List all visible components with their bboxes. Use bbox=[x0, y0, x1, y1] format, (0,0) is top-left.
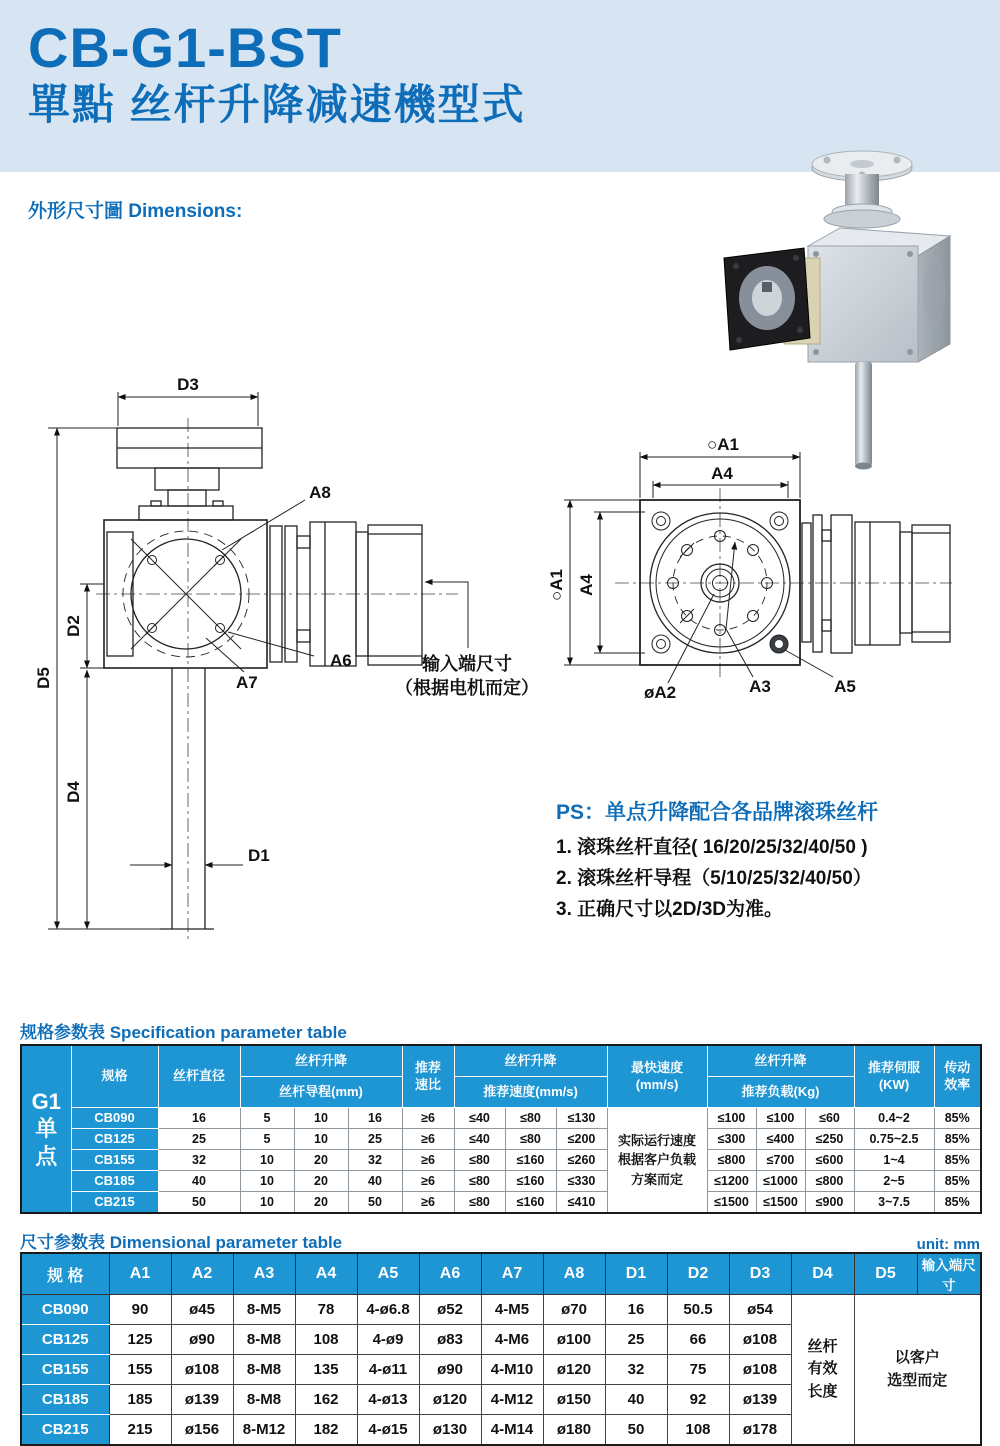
dim-label-d1: D1 bbox=[248, 846, 270, 865]
spec-cell: ≤250 bbox=[805, 1129, 854, 1150]
spec-cell: ≤200 bbox=[556, 1129, 607, 1150]
dim-label-a4-top: A4 bbox=[711, 464, 733, 483]
dim-cell: 32 bbox=[605, 1355, 667, 1385]
dim-cell: 125 bbox=[109, 1325, 171, 1355]
dim-header: D3 bbox=[729, 1253, 791, 1295]
spec-header-lift-lead: 丝杆升降 bbox=[240, 1045, 402, 1077]
spec-header-diameter: 丝杆直径 bbox=[158, 1045, 240, 1108]
spec-model-cell: CB155 bbox=[71, 1150, 158, 1171]
dim-model-cell: CB215 bbox=[21, 1415, 109, 1446]
spec-cell: 10 bbox=[240, 1171, 294, 1192]
spec-cell: ≤130 bbox=[556, 1108, 607, 1129]
spec-cell: ≤80 bbox=[454, 1171, 505, 1192]
dim-cell: ø52 bbox=[419, 1295, 481, 1325]
dim-cell: 4-M14 bbox=[481, 1415, 543, 1446]
spec-header-lift-speed: 丝杆升降 bbox=[454, 1045, 607, 1077]
dim-model-cell: CB155 bbox=[21, 1355, 109, 1385]
dim-cell: 8-M8 bbox=[233, 1325, 295, 1355]
spec-cell: ≤410 bbox=[556, 1192, 607, 1214]
dim-header: A1 bbox=[109, 1253, 171, 1295]
dim-cell: 8-M8 bbox=[233, 1385, 295, 1415]
spec-cell: ≤80 bbox=[505, 1108, 556, 1129]
dim-cell: 40 bbox=[605, 1385, 667, 1415]
dim-cell: 4-M12 bbox=[481, 1385, 543, 1415]
dim-model-cell: CB090 bbox=[21, 1295, 109, 1325]
spec-cell: ≥6 bbox=[402, 1108, 454, 1129]
spec-cell: ≤800 bbox=[707, 1150, 756, 1171]
dim-cell: 50.5 bbox=[667, 1295, 729, 1325]
spec-cell: ≤1500 bbox=[707, 1192, 756, 1214]
dim-cell: ø90 bbox=[171, 1325, 233, 1355]
spec-model-cell: CB185 bbox=[71, 1171, 158, 1192]
dim-cell: ø108 bbox=[171, 1355, 233, 1385]
dim-cell: 50 bbox=[605, 1415, 667, 1446]
dim-cell: ø180 bbox=[543, 1415, 605, 1446]
dim-cell: 162 bbox=[295, 1385, 357, 1415]
dim-cell: 185 bbox=[109, 1385, 171, 1415]
spec-cell: 5 bbox=[240, 1108, 294, 1129]
table-row bbox=[21, 1192, 981, 1214]
spec-header-load: 推荐负载(Kg) bbox=[707, 1077, 854, 1108]
spec-header-servo: 推荐伺服 (KW) bbox=[854, 1045, 934, 1108]
spec-cell: ≤600 bbox=[805, 1150, 854, 1171]
table-row bbox=[21, 1150, 981, 1171]
table-row bbox=[21, 1295, 981, 1325]
dim-cell: 155 bbox=[109, 1355, 171, 1385]
spec-cell: ≤400 bbox=[756, 1129, 805, 1150]
spec-cell: ≤800 bbox=[805, 1171, 854, 1192]
spec-cell: 16 bbox=[348, 1108, 402, 1129]
spec-header-ratio: 推荐 速比 bbox=[402, 1045, 454, 1108]
unit-label: unit: mm bbox=[916, 1236, 980, 1253]
spec-cell: 85% bbox=[934, 1171, 981, 1192]
dim-cell: ø108 bbox=[729, 1355, 791, 1385]
dim-label-d2: D2 bbox=[64, 615, 83, 637]
spec-cell: 16 bbox=[158, 1108, 240, 1129]
spec-cell: ≥6 bbox=[402, 1192, 454, 1214]
dim-cell: ø120 bbox=[543, 1355, 605, 1385]
dim-cell: 4-ø13 bbox=[357, 1385, 419, 1415]
dim-label-a1-top: ○A1 bbox=[707, 435, 739, 454]
top-view-drawing bbox=[564, 452, 952, 683]
dim-cell: ø120 bbox=[419, 1385, 481, 1415]
dim-cell: 4-ø15 bbox=[357, 1415, 419, 1446]
spec-cell: 1~4 bbox=[854, 1150, 934, 1171]
ps-note-item-2: 2. 滚珠丝杆导程（5/10/25/32/40/50） bbox=[556, 868, 872, 889]
spec-cell: 10 bbox=[240, 1150, 294, 1171]
ps-note-item-1: 1. 滚珠丝杆直径( 16/20/25/32/40/50 ) bbox=[556, 837, 868, 858]
dim-cell: 182 bbox=[295, 1415, 357, 1446]
spec-cell: ≤300 bbox=[707, 1129, 756, 1150]
spec-cell: 25 bbox=[158, 1129, 240, 1150]
spec-cell: 25 bbox=[348, 1129, 402, 1150]
spec-cell: ≤40 bbox=[454, 1129, 505, 1150]
spec-model-cell: CB090 bbox=[71, 1108, 158, 1129]
spec-header-model: 规格 bbox=[71, 1045, 158, 1108]
spec-cell: 10 bbox=[294, 1129, 348, 1150]
spec-cell: 85% bbox=[934, 1150, 981, 1171]
page-title: CB-G1-BST bbox=[28, 16, 342, 79]
dim-cell: ø130 bbox=[419, 1415, 481, 1446]
spec-header-maxspeed: 最快速度 (mm/s) bbox=[607, 1045, 707, 1108]
spec-header-lead: 丝杆导程(mm) bbox=[240, 1077, 402, 1108]
dim-d4-note: 丝杆 有效 长度 bbox=[791, 1295, 854, 1446]
spec-cell: 10 bbox=[240, 1192, 294, 1214]
spec-table-title: 规格参数表 Specification parameter table bbox=[20, 1023, 347, 1042]
dim-cell: 4-M5 bbox=[481, 1295, 543, 1325]
dim-cell: ø156 bbox=[171, 1415, 233, 1446]
spec-cell: ≤1500 bbox=[756, 1192, 805, 1214]
dim-cell: 78 bbox=[295, 1295, 357, 1325]
dim-cell: 4-M6 bbox=[481, 1325, 543, 1355]
dim-header: D2 bbox=[667, 1253, 729, 1295]
dim-cell: 108 bbox=[667, 1415, 729, 1446]
spec-cell: 20 bbox=[294, 1150, 348, 1171]
spec-model-cell: CB125 bbox=[71, 1129, 158, 1150]
dim-cell: 25 bbox=[605, 1325, 667, 1355]
dim-cell: 4-ø6.8 bbox=[357, 1295, 419, 1325]
dim-header: A4 bbox=[295, 1253, 357, 1295]
dim-header: D4 bbox=[791, 1253, 854, 1295]
dim-cell: 75 bbox=[667, 1355, 729, 1385]
dim-label-a3: A3 bbox=[749, 677, 771, 696]
spec-cell: 10 bbox=[294, 1108, 348, 1129]
dim-cell: 4-ø11 bbox=[357, 1355, 419, 1385]
input-end-note-line2: （根据电机而定） bbox=[395, 678, 539, 698]
dim-label-a1-left: ○A1 bbox=[547, 569, 566, 601]
dim-cell: ø150 bbox=[543, 1385, 605, 1415]
dim-label-d4: D4 bbox=[64, 781, 83, 803]
spec-table bbox=[20, 1044, 982, 1214]
dim-model-cell: CB125 bbox=[21, 1325, 109, 1355]
dim-label-d5: D5 bbox=[34, 667, 53, 689]
dim-d5-note: 以客户 选型而定 bbox=[854, 1295, 981, 1446]
dim-cell: ø45 bbox=[171, 1295, 233, 1325]
table-row bbox=[21, 1253, 981, 1295]
dim-label-d3: D3 bbox=[177, 375, 199, 394]
spec-header-efficiency: 传动 效率 bbox=[934, 1045, 981, 1108]
table-row bbox=[21, 1045, 981, 1077]
dim-header-input-end: 输入端尺寸 bbox=[917, 1253, 981, 1295]
dim-cell: 92 bbox=[667, 1385, 729, 1415]
spec-cell: ≤40 bbox=[454, 1108, 505, 1129]
dim-header: A5 bbox=[357, 1253, 419, 1295]
spec-group-cell: G1 单 点 bbox=[21, 1045, 71, 1213]
spec-cell: 2~5 bbox=[854, 1171, 934, 1192]
dim-header: A2 bbox=[171, 1253, 233, 1295]
dim-header: A7 bbox=[481, 1253, 543, 1295]
dim-cell: ø83 bbox=[419, 1325, 481, 1355]
spec-cell: ≤160 bbox=[505, 1192, 556, 1214]
spec-cell: 40 bbox=[348, 1171, 402, 1192]
dim-cell: 108 bbox=[295, 1325, 357, 1355]
page-subtitle: 單點 丝杆升降减速機型式 bbox=[28, 81, 526, 128]
spec-cell: 0.4~2 bbox=[854, 1108, 934, 1129]
table-row bbox=[21, 1129, 981, 1150]
spec-cell: ≤80 bbox=[454, 1192, 505, 1214]
spec-cell: 40 bbox=[158, 1171, 240, 1192]
spec-cell: ≤260 bbox=[556, 1150, 607, 1171]
spec-cell: 32 bbox=[348, 1150, 402, 1171]
dim-cell: ø100 bbox=[543, 1325, 605, 1355]
spec-cell: 50 bbox=[348, 1192, 402, 1214]
spec-cell: ≤160 bbox=[505, 1171, 556, 1192]
spec-cell: ≤330 bbox=[556, 1171, 607, 1192]
spec-cell: ≤1200 bbox=[707, 1171, 756, 1192]
dim-cell: ø139 bbox=[729, 1385, 791, 1415]
dim-cell: ø108 bbox=[729, 1325, 791, 1355]
spec-cell: ≤60 bbox=[805, 1108, 854, 1129]
input-end-note-line1: 输入端尺寸 bbox=[422, 654, 512, 674]
product-photo bbox=[712, 146, 978, 478]
dim-cell: 215 bbox=[109, 1415, 171, 1446]
dim-cell: 16 bbox=[605, 1295, 667, 1325]
spec-cell: ≤1000 bbox=[756, 1171, 805, 1192]
dim-cell: ø178 bbox=[729, 1415, 791, 1446]
spec-cell: 0.75~2.5 bbox=[854, 1129, 934, 1150]
ps-note-title: PS：单点升降配合各品牌滚珠丝杆 bbox=[556, 801, 879, 824]
spec-cell: ≤700 bbox=[756, 1150, 805, 1171]
spec-header-speed: 推荐速度(mm/s) bbox=[454, 1077, 607, 1108]
spec-cell: ≤100 bbox=[707, 1108, 756, 1129]
spec-cell: 20 bbox=[294, 1192, 348, 1214]
ps-note bbox=[556, 796, 996, 925]
table-row bbox=[21, 1108, 981, 1129]
spec-cell: ≤80 bbox=[505, 1129, 556, 1150]
dim-label-a5: A5 bbox=[834, 677, 856, 696]
dim-cell: 8-M12 bbox=[233, 1415, 295, 1446]
dim-model-cell: CB185 bbox=[21, 1385, 109, 1415]
dim-cell: ø54 bbox=[729, 1295, 791, 1325]
spec-cell: 3~7.5 bbox=[854, 1192, 934, 1214]
dim-cell: 135 bbox=[295, 1355, 357, 1385]
spec-cell: ≥6 bbox=[402, 1150, 454, 1171]
spec-cell: ≤900 bbox=[805, 1192, 854, 1214]
spec-cell: 32 bbox=[158, 1150, 240, 1171]
spec-cell: 85% bbox=[934, 1129, 981, 1150]
dim-cell: 8-M8 bbox=[233, 1355, 295, 1385]
dim-label-a4-left: A4 bbox=[577, 574, 596, 596]
dim-cell: ø139 bbox=[171, 1385, 233, 1415]
dim-cell: 4-M10 bbox=[481, 1355, 543, 1385]
dimensional-table bbox=[20, 1252, 982, 1446]
spec-cell: 20 bbox=[294, 1171, 348, 1192]
dim-header: D1 bbox=[605, 1253, 667, 1295]
dim-header: A6 bbox=[419, 1253, 481, 1295]
spec-cell: 85% bbox=[934, 1192, 981, 1214]
table-row bbox=[21, 1171, 981, 1192]
spec-header-lift-load: 丝杆升降 bbox=[707, 1045, 854, 1077]
dimensions-section-title: 外形尺寸圖 Dimensions: bbox=[28, 201, 243, 222]
spec-cell: 50 bbox=[158, 1192, 240, 1214]
dim-cell: ø70 bbox=[543, 1295, 605, 1325]
dim-label-a6: A6 bbox=[330, 651, 352, 670]
dim-label-a7: A7 bbox=[236, 673, 258, 692]
spec-model-cell: CB215 bbox=[71, 1192, 158, 1214]
spec-cell: ≤160 bbox=[505, 1150, 556, 1171]
spec-cell: ≥6 bbox=[402, 1129, 454, 1150]
spec-maxspeed-note: 实际运行速度 根据客户负载 方案而定 bbox=[607, 1108, 707, 1214]
spec-cell: ≤80 bbox=[454, 1150, 505, 1171]
dim-cell: 66 bbox=[667, 1325, 729, 1355]
dim-header: A8 bbox=[543, 1253, 605, 1295]
dim-table-title: 尺寸参数表 Dimensional parameter table bbox=[20, 1233, 343, 1252]
dim-cell: 8-M5 bbox=[233, 1295, 295, 1325]
dim-header: D5 bbox=[854, 1253, 917, 1295]
dim-header: 规 格 bbox=[21, 1253, 109, 1295]
dim-cell: 90 bbox=[109, 1295, 171, 1325]
dim-label-a8: A8 bbox=[309, 483, 331, 502]
dim-header: A3 bbox=[233, 1253, 295, 1295]
ps-note-item-3: 3. 正确尺寸以2D/3D为准。 bbox=[556, 899, 783, 920]
spec-cell: 85% bbox=[934, 1108, 981, 1129]
spec-cell: ≤100 bbox=[756, 1108, 805, 1129]
dim-cell: 4-ø9 bbox=[357, 1325, 419, 1355]
dim-cell: ø90 bbox=[419, 1355, 481, 1385]
dim-label-a2: øA2 bbox=[643, 683, 677, 702]
spec-cell: ≥6 bbox=[402, 1171, 454, 1192]
spec-cell: 5 bbox=[240, 1129, 294, 1150]
